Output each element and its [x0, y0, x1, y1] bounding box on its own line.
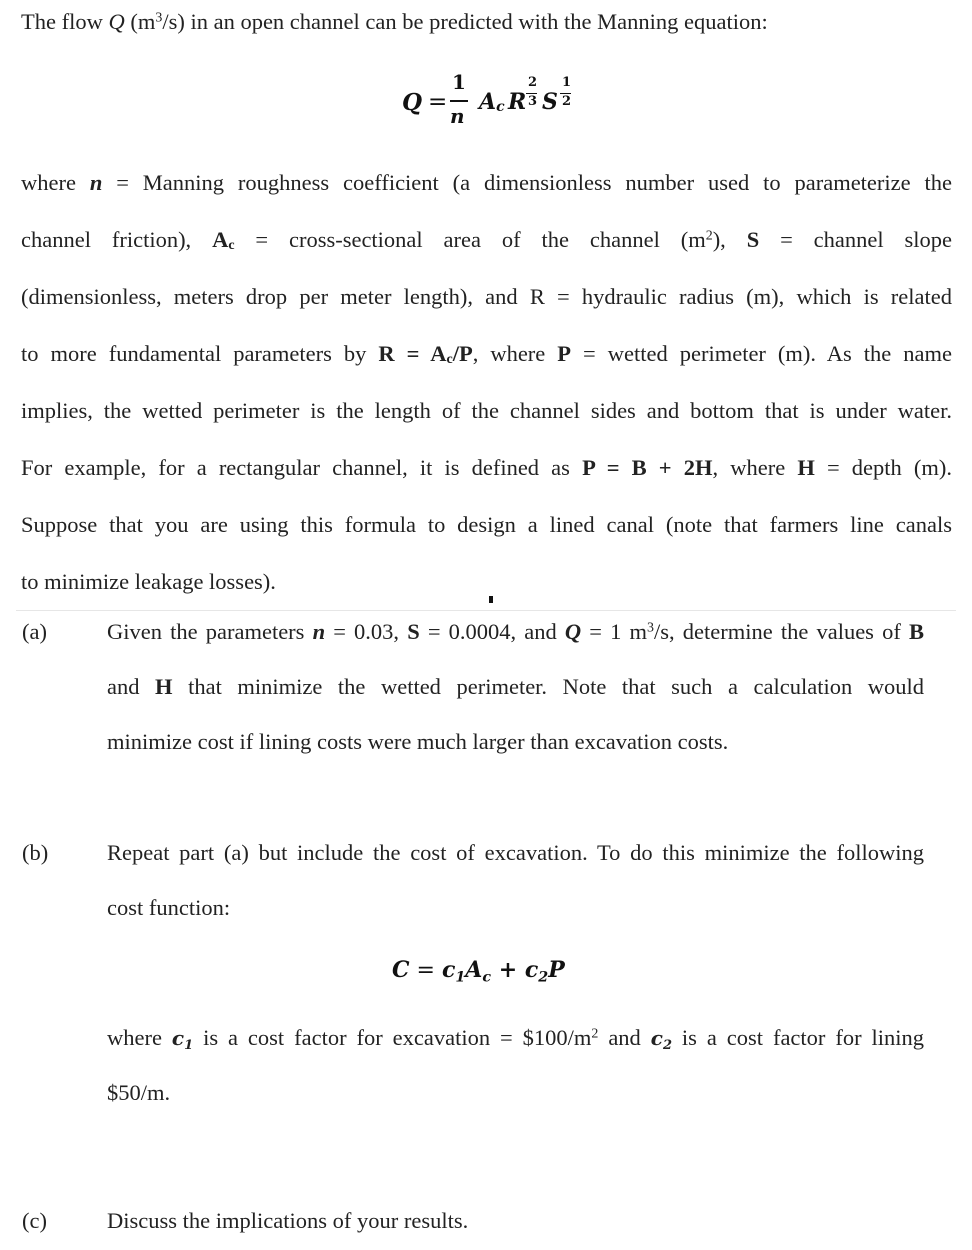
part-a-line: and H that minimize the wetted perimeter. Note that such a calculation would [107, 674, 924, 699]
paragraph-line: to more fundamental parameters by $R = A_c/P$, where P = wetted perimeter (m). As the name [21, 341, 953, 368]
flow-variable: Q [108, 9, 125, 34]
paragraph-line: where n = Manning roughness coefficient (a dimensionless number used to parameterize the [21, 170, 952, 195]
perimeter-symbol: P [557, 341, 572, 366]
superscript: 3 [155, 10, 163, 26]
divider [16, 610, 956, 611]
radius-formula: $R = A_c/P$ [378, 341, 473, 368]
c2-symbol: $c_2$ [650, 1026, 672, 1053]
part-b-line: $50/m. [107, 1080, 171, 1105]
paragraph-line: channel friction), $A_c$ = cross-sectional area of the channel $(m^2)$, S = channel slope [21, 227, 952, 254]
slope-exponent-den: 2 [562, 94, 572, 109]
paragraph-line: Suppose that you are using this formula to design a lined canal (note that farmers line canals [21, 512, 952, 537]
fraction-numerator: 1 [452, 70, 466, 94]
paragraph-line: implies, the wetted perimeter is the length of the channel sides and bottom that is under water. [21, 398, 952, 423]
radius-exponent-num: 2 [528, 75, 538, 90]
paragraph-line: to minimize leakage losses). [21, 569, 276, 594]
fraction-bar [450, 100, 468, 102]
slope-exponent-num: 1 [562, 75, 572, 90]
part-b-line: Repeat part (a) but include the cost of excavation. To do this minimize the following [107, 840, 924, 865]
perimeter-formula: P = B + 2H [582, 455, 713, 480]
radius-exponent-den: 3 [528, 94, 538, 109]
equation-lhs: Q [402, 89, 423, 116]
area-symbol: $A_c$ [212, 227, 235, 254]
radius-term: R [508, 89, 527, 115]
part-c-line: Discuss the implications of your results. [107, 1208, 469, 1233]
fraction-denominator: n [450, 104, 465, 128]
part-b-line: where $c_1$ is a cost factor for excavation = $\$100/m^2$ and $c_2$ is a cost factor for lining [107, 1025, 925, 1053]
intro-text: The flow [21, 9, 109, 34]
intro-text: (m [124, 9, 156, 34]
area-term: $A_c$ [479, 89, 505, 116]
equation-equals: = [428, 89, 448, 115]
slope-term: S [542, 89, 558, 115]
part-a-label: (a) [22, 619, 47, 644]
paragraph-line: For example, for a rectangular channel, it is defined as P = B + 2H, where H = depth (m). [21, 455, 952, 480]
part-b-label: (b) [22, 840, 49, 865]
part-a-line: minimize cost if lining costs were much larger than excavation costs. [107, 729, 729, 754]
n-variable: n [89, 170, 103, 195]
part-a-line: Given the parameters n = 0.03, S = 0.0004, and Q = 1 $m^3/s$, determine the values of B [107, 619, 924, 644]
part-c-label: (c) [22, 1208, 47, 1233]
paragraph-line: (dimensionless, meters drop per meter length), and R = hydraulic radius (m), which is related [21, 284, 952, 309]
cost-function-equation: $C = c_1A_c + c_2P$ [392, 957, 565, 986]
slope-symbol: S [746, 227, 760, 252]
stray-mark [489, 596, 493, 603]
depth-symbol: H [797, 455, 815, 480]
c1-symbol: $c_1$ [171, 1026, 194, 1053]
intro-text: /s) in an open channel can be predicted with the Manning equation: [162, 9, 768, 34]
part-b-line: cost function: [107, 895, 231, 920]
intro-line [21, 7, 952, 37]
